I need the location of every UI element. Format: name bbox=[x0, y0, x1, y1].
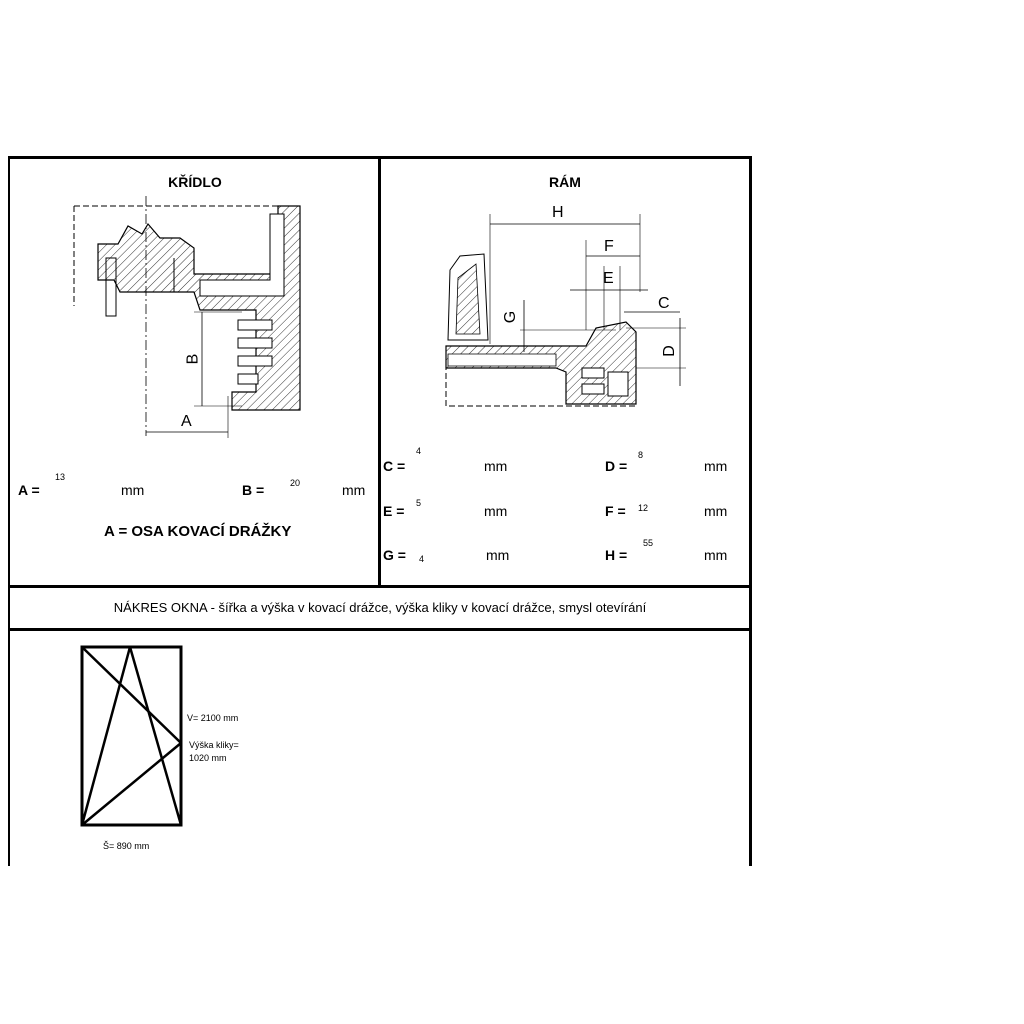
frame-letter-e: E bbox=[603, 270, 614, 287]
table-left-border bbox=[8, 156, 10, 866]
frame-letter-f: F bbox=[604, 238, 614, 255]
dim-b-label: B = bbox=[242, 482, 265, 498]
window-width-label: Š= 890 mm bbox=[103, 841, 150, 851]
sash-letter-a: A bbox=[181, 413, 192, 430]
dim-g-label: G = bbox=[383, 547, 406, 563]
frame-letter-h: H bbox=[552, 204, 564, 221]
dim-a-unit: mm bbox=[121, 482, 145, 498]
sash-profile-drawing bbox=[70, 196, 310, 446]
dim-a-value[interactable]: 13 bbox=[55, 472, 66, 482]
dim-b-unit: mm bbox=[342, 482, 366, 498]
frame-letter-g: G bbox=[502, 310, 520, 324]
sash-note: A = OSA KOVACÍ DRÁŽKY bbox=[104, 523, 292, 540]
dim-e-value[interactable]: 5 bbox=[416, 498, 422, 508]
frame-title: RÁM bbox=[549, 174, 581, 190]
frame-letter-d: D bbox=[660, 345, 678, 357]
handle-height-value: 1020 mm bbox=[189, 753, 227, 763]
dim-e-label: E = bbox=[383, 503, 405, 519]
dim-h-value[interactable]: 55 bbox=[643, 538, 654, 548]
dim-d-unit: mm bbox=[704, 458, 728, 474]
dim-c-value[interactable]: 4 bbox=[416, 446, 422, 456]
sash-letter-b: B bbox=[184, 353, 202, 365]
dim-h-unit: mm bbox=[704, 547, 728, 563]
window-sketch bbox=[80, 645, 190, 830]
frame-profile-drawing bbox=[436, 200, 696, 410]
dim-f-value[interactable]: 12 bbox=[638, 503, 649, 513]
dim-g-value[interactable]: 4 bbox=[419, 554, 425, 564]
dim-g-unit: mm bbox=[486, 547, 510, 563]
handle-height-label: Výška kliky= bbox=[189, 740, 239, 750]
table-middle-divider bbox=[378, 156, 381, 586]
dim-h-label: H = bbox=[605, 547, 628, 563]
dim-a-label: A = bbox=[18, 482, 40, 498]
frame-letter-c: C bbox=[658, 295, 670, 312]
window-height-label: V= 2100 mm bbox=[187, 713, 239, 723]
dim-c-unit: mm bbox=[484, 458, 508, 474]
table-row-divider-2 bbox=[8, 628, 752, 631]
dim-b-value[interactable]: 20 bbox=[290, 478, 301, 488]
table-row-divider-1 bbox=[8, 585, 752, 588]
window-drawing-caption: NÁKRES OKNA - šířka a výška v kovací drážce, výška kliky v kovací drážce, smysl otevírání bbox=[113, 600, 647, 615]
dim-d-label: D = bbox=[605, 458, 628, 474]
dim-f-label: F = bbox=[605, 503, 626, 519]
table-right-border bbox=[749, 156, 752, 866]
dim-e-unit: mm bbox=[484, 503, 508, 519]
dim-d-value[interactable]: 8 bbox=[638, 450, 644, 460]
dim-c-label: C = bbox=[383, 458, 406, 474]
sash-title: KŘÍDLO bbox=[168, 174, 222, 190]
dim-f-unit: mm bbox=[704, 503, 728, 519]
